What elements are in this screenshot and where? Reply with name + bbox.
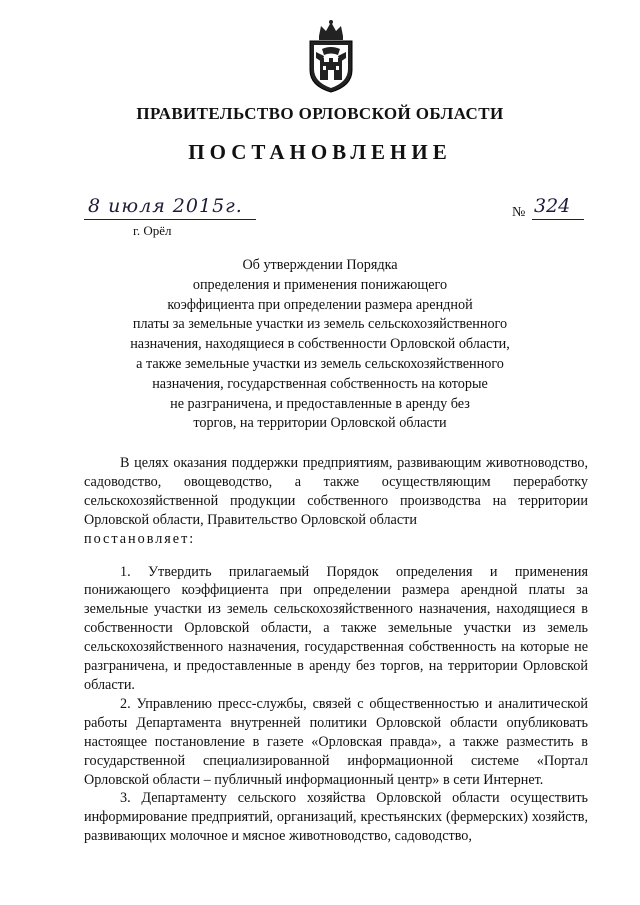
document-body xyxy=(84,454,588,846)
preamble-paragraph: В целях оказания поддержки предприятиям, развивающим животноводство, садоводство, овощеводство, а также осуществляющим переработку сельскохозяйственной продукции собственного производства на территории Орловской области, Правительство Орловской области xyxy=(84,455,588,528)
handwritten-date: 8 июля 2015г. xyxy=(88,195,243,217)
subject-line: коэффициента при определении размера арендной xyxy=(167,296,473,313)
subject-line: не разграничена, и предоставленные в аренду без xyxy=(170,395,470,412)
document-type: ПОСТАНОВЛЕНИЕ xyxy=(188,140,452,164)
document-subject xyxy=(100,256,540,434)
number-label: № xyxy=(512,205,526,220)
subject-line: платы за земельные участки из земель сельскохозяйственного xyxy=(132,316,508,333)
subject-line: определения и применения понижающего xyxy=(192,276,448,293)
decree-word: постановляет: xyxy=(84,530,196,547)
number-field xyxy=(532,197,584,220)
subject-line: а также земельные участки из земель сельскохозяйственного xyxy=(136,355,504,372)
subject-line: Об утверждении Порядка xyxy=(242,257,398,273)
clause-2: 2. Управлению пресс-службы, связей с общественностью и аналитической работы Департамента внутренней политики Орловской области опубликовать настоящее постановление в газете «Орловская правда», а также разместить в государственной специализированной информационной системе «Портал Орловской области – публичный информационный центр» в сети Интернет. xyxy=(84,695,588,788)
government-name: ПРАВИТЕЛЬСТВО ОРЛОВСКОЙ ОБЛАСТИ xyxy=(136,104,504,123)
clause-1: 1. Утвердить прилагаемый Порядок определения и применения понижающего коэффициента при определении размера арендной платы за земельные участки из земель сельскохозяйственного назначения, находящиеся в собственности Орловской области, а также земельные участки из земель сельскохозяйственного назначения, государственная собственность на которые не разграничена, и предоставленные в аренду без торгов, на территории Орловской области. xyxy=(84,563,588,693)
subject-line: назначения, находящиеся в собственности Орловской области, xyxy=(130,336,510,353)
handwritten-number: 324 xyxy=(534,195,571,217)
date-field xyxy=(84,197,256,220)
city-label: г. Орёл xyxy=(133,223,172,238)
subject-line: назначения, государственная собственность на которые xyxy=(152,375,488,392)
clause-3: 3. Департаменту сельского хозяйства Орловской области осуществить информирование предприятий, организаций, крестьянских (фермерских) хозяйств, развивающих молочное и мясное животноводство, садоводство, xyxy=(84,790,588,845)
orel-coat-of-arms-icon xyxy=(302,18,360,94)
subject-line: торгов, на территории Орловской области xyxy=(193,415,447,432)
